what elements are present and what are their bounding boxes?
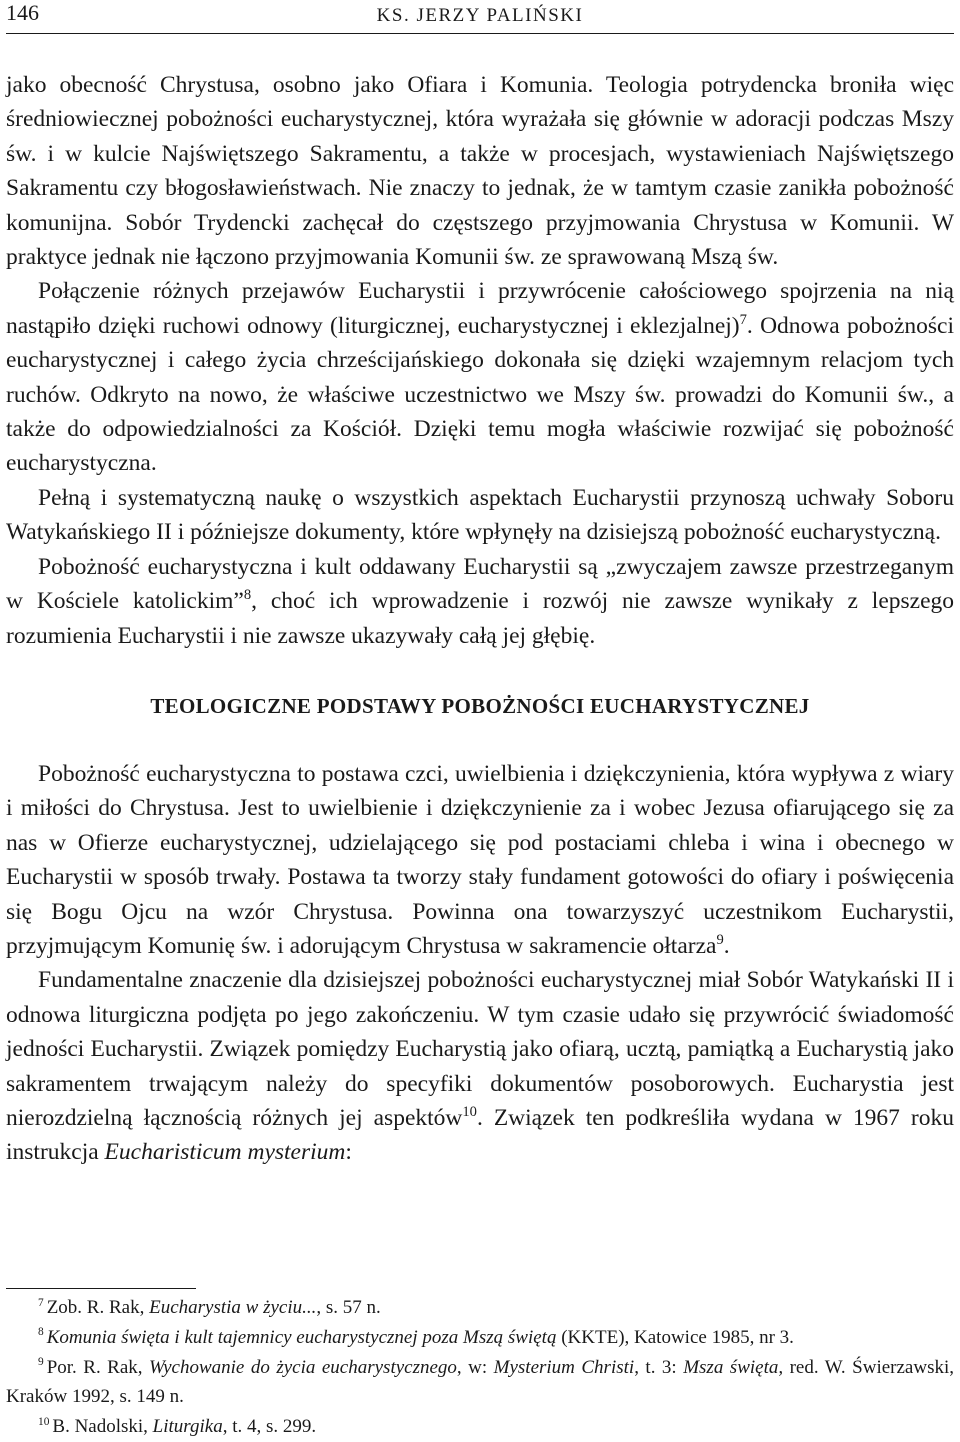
paragraph-2-text: Połączenie różnych przejawów Eucharystii i przywrócenie całościowego spojrzenia na nią nastąpiło dzięki ruchowi odnowy (liturgicznej, eucharystycznej i eklezjalnej) xyxy=(6,278,954,339)
paragraph-6-rest: . Związek ten podkreśliła wydana w 1967 roku instrukcja xyxy=(6,1104,954,1166)
footnote-10 xyxy=(6,1412,954,1442)
footnote-italic-title: Mysterium Christi xyxy=(493,1356,635,1378)
paragraph-6-end: : xyxy=(345,1139,352,1166)
paragraph-6 xyxy=(6,963,954,1169)
paragraph-4-text: Pobożność eucharystyczna i kult oddawany Eucharystii są „zwyczajem zawsze przestrzeganym w Kościele katolickim” xyxy=(6,553,954,615)
footnote-number: 8 xyxy=(38,1326,44,1339)
footnote-italic-title: Wychowanie do życia eucharystycznego xyxy=(149,1356,457,1378)
document-title-italic: Eucharisticum mysterium xyxy=(104,1139,346,1166)
paragraph-3-text: Pełną i systematyczną naukę o wszystkich aspektach Eucharystii przynoszą uchwały Soboru Watykańskiego II i późniejsze dokumenty, które wpłynęły na dzisiejszą pobożność eucharystyczną. xyxy=(6,484,954,546)
paragraph-4 xyxy=(6,550,954,653)
footnote-text: B. Nadolski, xyxy=(52,1416,153,1438)
footnote-text: (KKTE), Katowice 1985, nr 3. xyxy=(556,1326,794,1348)
paragraph-4-rest: , choć ich wprowadzenie i rozwój nie zawsze wynikały z lepszego rozumienia Eucharystii i nie zawsze ukazywały całą jej głębię. xyxy=(6,588,955,649)
footnote-italic-title: Liturgika xyxy=(152,1416,223,1438)
footnote-number: 9 xyxy=(38,1356,44,1369)
footnote-text: Zob. R. Rak, xyxy=(46,1297,150,1318)
page-number: 146 xyxy=(6,0,39,25)
footnote-text: red. W. Świerzawski, Kraków 1992, s. 149 n. xyxy=(6,1356,954,1408)
paragraph-6-text: Fundamentalne znaczenie dla dzisiejszej pobożności eucharystycznej miał Sobór Watykański II i odnowa liturgiczna podjęta po jego zakończeniu. W tym czasie udało się przywrócić świadomość jedności Eucharystii. Związek pomiędzy Eucharystią jako ofiarą, ucztą, pamiątką a Eucharystią jako sakramentem trwającym należy do specyfiki dokumentów posoborowych. Eucharystia jest nierozdzielną łącznością różnych jej aspektów xyxy=(6,967,954,1131)
paragraph-1-text: jako obecność Chrystusa, osobno jako Ofiara i Komunia. Teologia potrydencka broniła więc średniowiecznej pobożności eucharystycznej, która wyrażała się głównie w adoracji podczas Mszy św. i w kulcie Najświętszego Sakramentu, a także w procesjach, wystawieniach Najświętszego Sakramentu czy błogosławieństwach. Nie znaczy to jednak, że w tamtym czasie zanikła pobożność komunijna. Sobór Trydencki zachęcał do częstszego przyjmowania Chrystusa w Komunii. W praktyce jednak nie łączono przyjmowania Komunii św. ze sprawowaną Mszą św. xyxy=(6,72,954,271)
footnote-number: 7 xyxy=(38,1296,44,1309)
footnote-7 xyxy=(6,1293,954,1323)
footnote-9 xyxy=(6,1353,954,1413)
page-header xyxy=(6,0,954,34)
running-head-author: KS. JERZY PALIŃSKI xyxy=(376,5,584,26)
footnote-separator xyxy=(6,1288,196,1289)
footnote-italic-title: Komunia święta i kult tajemnicy eucharystycznej poza Mszą świętą xyxy=(46,1326,557,1348)
paragraph-5-rest: . xyxy=(723,932,730,959)
footnote-text: , t. 4, s. 299. xyxy=(222,1416,317,1438)
footnote-number: 10 xyxy=(38,1415,50,1428)
footnote-text: , s. 57 n. xyxy=(316,1297,381,1318)
footnote-text: Por. R. Rak, xyxy=(46,1356,150,1378)
paragraph-5-text: Pobożność eucharystyczna to postawa czci, uwielbienia i dziękczynienia, która wypływa z wiary i miłości do Chrystusa. Jest to uwielbienie i dziękczynienie za i wobec Jezusa ofiarującego się za nas w Ofierze eucharystycznej, udzielającego się pod postaciami chleba i wina i obecnego w Eucharystii w sposób trwały. Postawa ta tworzy stały fundament gotowości do ofiary i poświęcenia się Bogu Ojcu na wzór Chrystusa. Powinna ona towarzyszyć uczestnikom Eucharystii, przyjmującym Komunię św. i adorującym Chrystusa w sakramencie ołtarza xyxy=(6,760,954,959)
footnote-text: , t. 3: xyxy=(634,1356,684,1378)
paragraph-2-rest: . Odnowa pobożności eucharystycznej i całego życia chrześcijańskiego dokonała się dzięki wzajemnym relacjom tych ruchów. Odkryto na nowo, że właściwe uczestnictwo we Mszy św. prowadzi do Komunii św., a także do odpowiedzialności za Kościół. Dzięki temu mogła właściwie rozwijać się pobożność eucharystyczna. xyxy=(6,312,954,477)
paragraph-3 xyxy=(6,481,954,550)
paragraph-2 xyxy=(6,274,954,480)
footnote-text: , w: xyxy=(456,1356,494,1378)
footnote-italic-title: Eucharystia w życiu... xyxy=(149,1297,317,1318)
paragraph-5 xyxy=(6,757,954,963)
main-text xyxy=(6,68,954,1170)
book-page xyxy=(6,0,954,1439)
footnote-ref-9[interactable]: 9 xyxy=(716,932,724,949)
footnote-ref-7[interactable]: 7 xyxy=(739,312,747,329)
section-heading: TEOLOGICZNE PODSTAWY POBOŻNOŚCI EUCHARYSTYCZNEJ xyxy=(150,693,810,718)
footnote-8 xyxy=(6,1323,954,1353)
paragraph-1 xyxy=(6,68,954,274)
footnote-ref-8[interactable]: 8 xyxy=(243,587,252,604)
footnote-ref-10[interactable]: 10 xyxy=(462,1104,477,1121)
footnotes xyxy=(6,1288,954,1442)
footnote-italic-title: Msza święta, xyxy=(683,1356,784,1378)
